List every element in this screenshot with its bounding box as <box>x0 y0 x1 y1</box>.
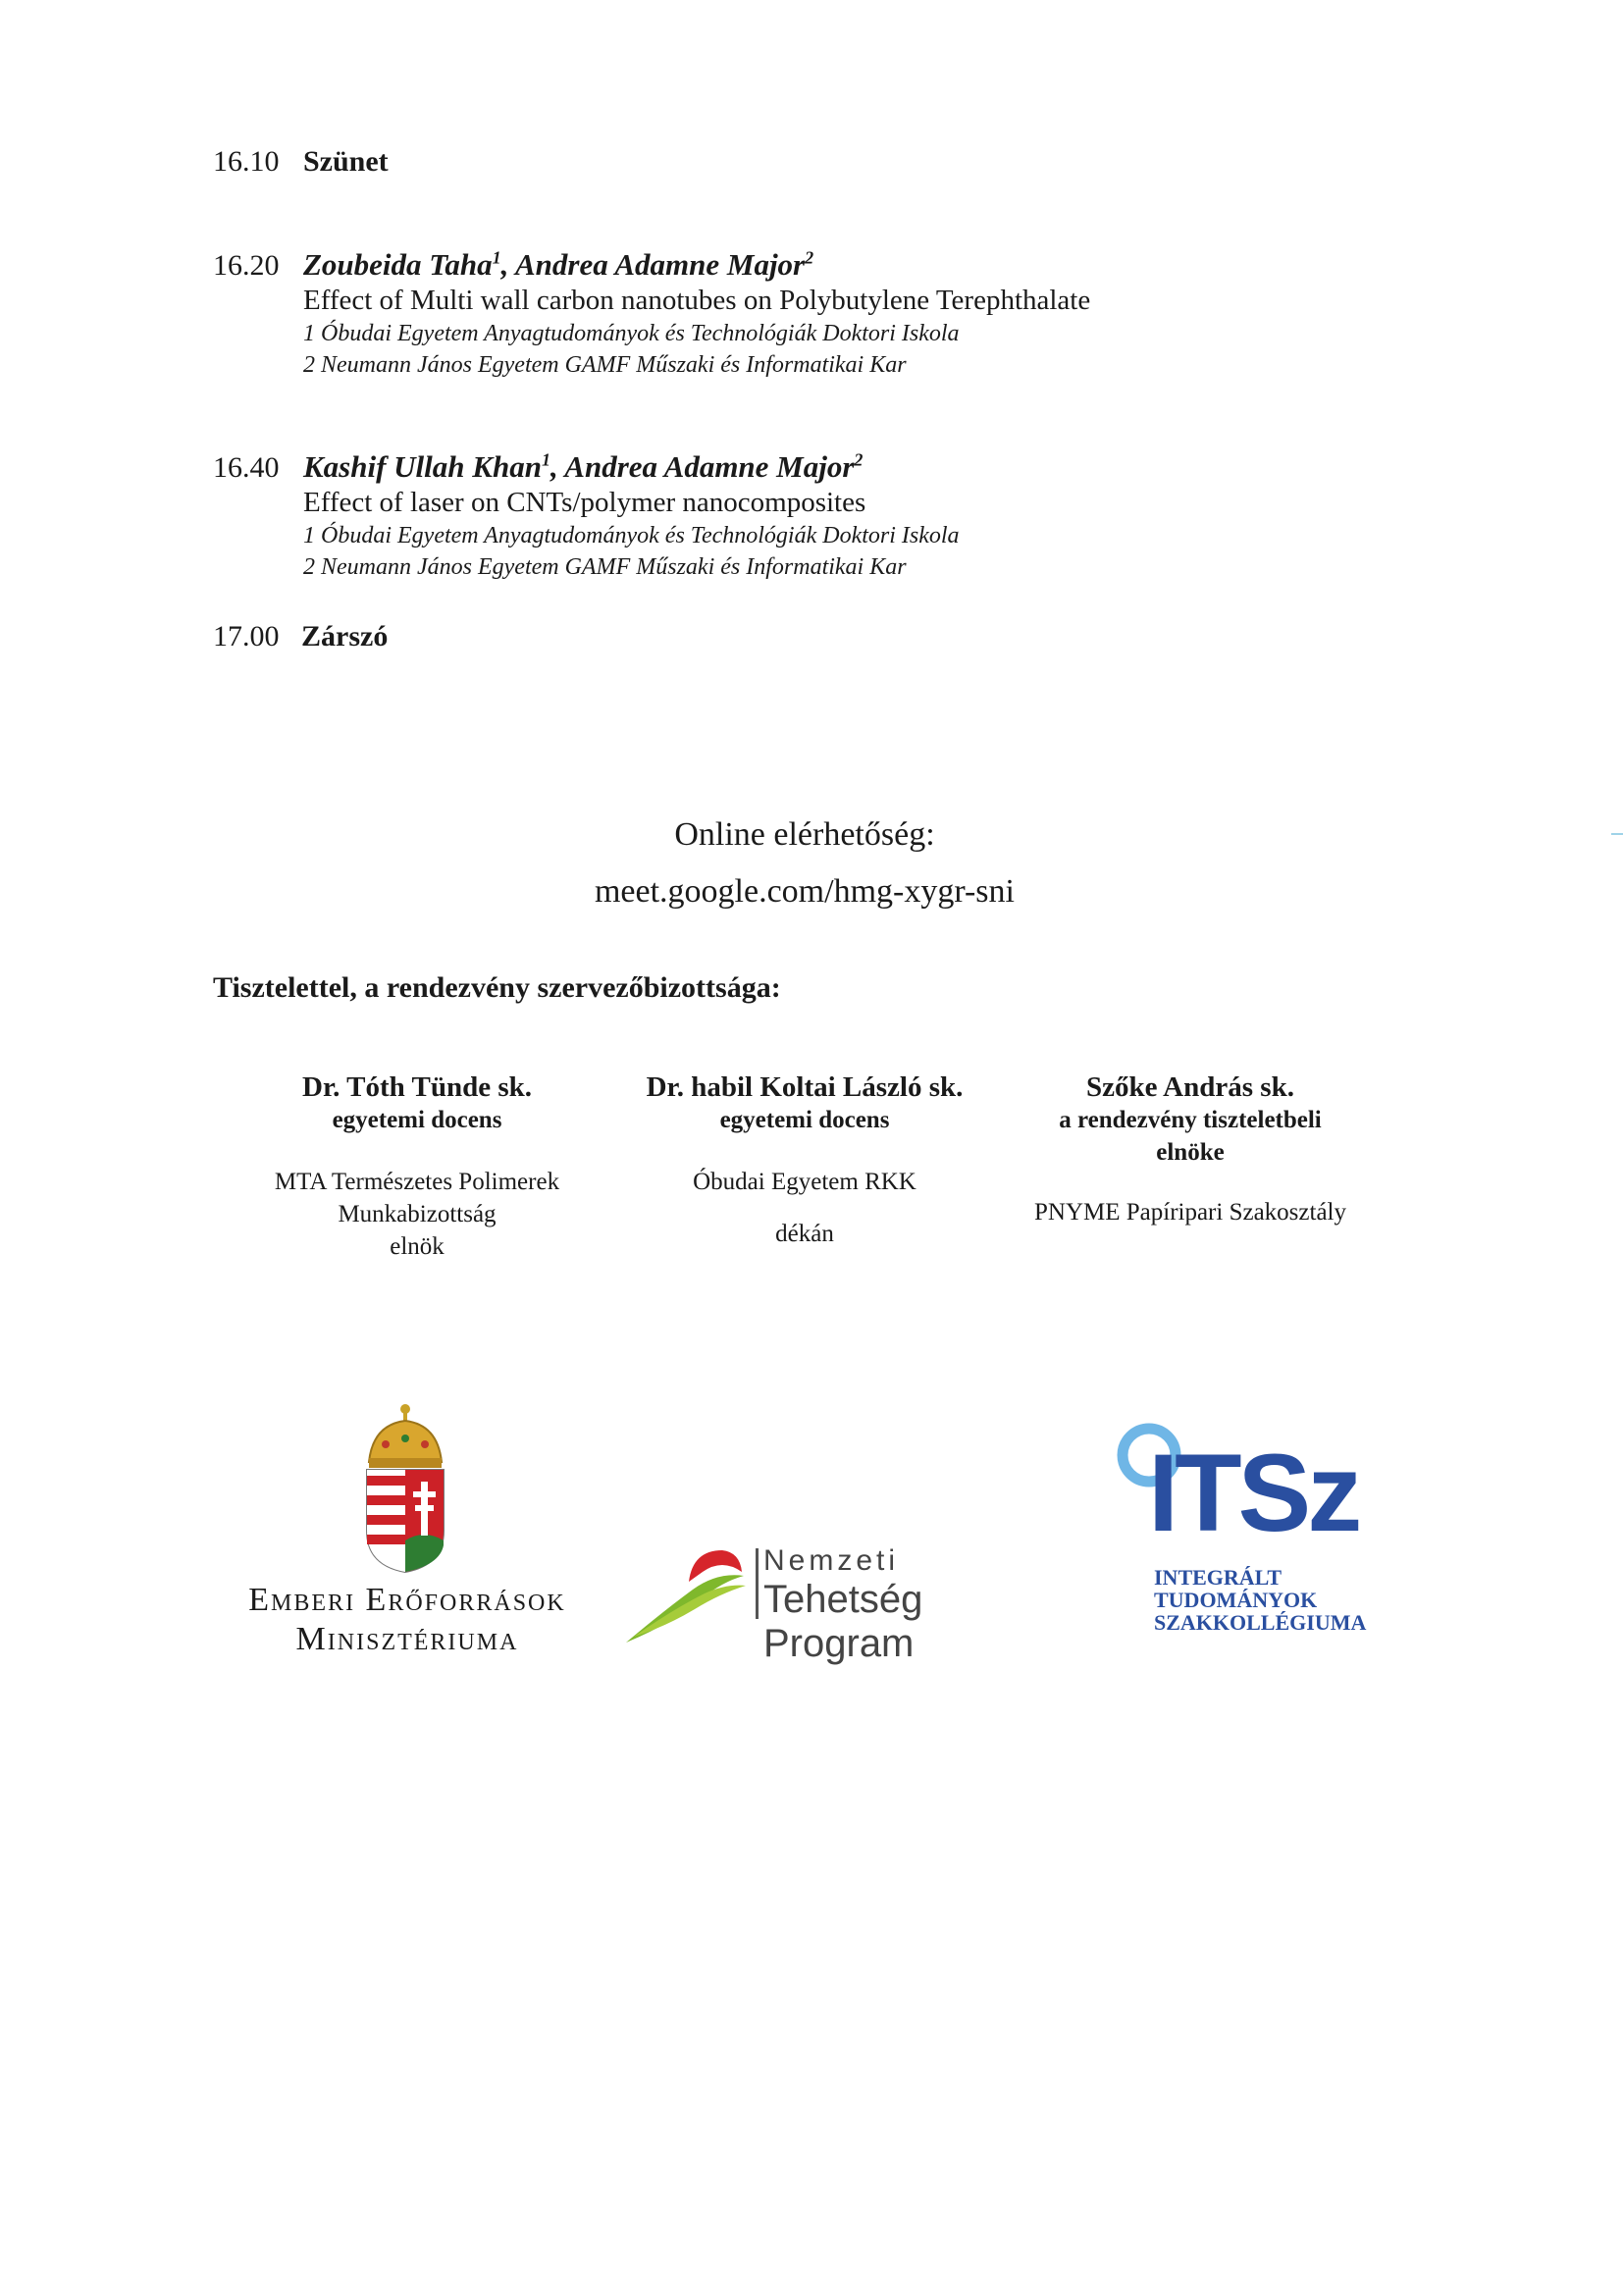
speaker-name: Zoubeida Taha <box>303 247 493 282</box>
schedule-time: 16.40 <box>213 451 280 484</box>
signatory-org: Óbudai Egyetem RKK <box>693 1169 916 1195</box>
signatory-1 <box>211 1071 623 1263</box>
signatory-role: egyetemi docens <box>719 1107 890 1133</box>
itsz-mark: ITSz <box>1148 1432 1359 1554</box>
schedule-time: 16.20 <box>213 249 280 282</box>
online-heading: Online elérhetőség: <box>674 816 935 853</box>
signatory-3 <box>984 1071 1396 1228</box>
signatory-name: Dr. Tóth Tünde sk. <box>302 1071 532 1103</box>
affiliation-sup: 1 <box>492 247 501 268</box>
signatory-role: a rendezvény tiszteletbeli <box>1059 1107 1322 1133</box>
ntp-swoosh-icon <box>624 1542 752 1650</box>
talk-title: Effect of laser on CNTs/polymer nanocomposites <box>303 487 866 518</box>
speakers-line: Kashif Ullah Khan$^1$, Andrea Adamne Major$^2$ <box>303 449 864 484</box>
speaker-name: Andrea Adamne Major <box>515 247 806 282</box>
affiliation-line: 2 Neumann János Egyetem GAMF Műszaki és Informatikai Kar <box>303 554 907 580</box>
margin-mark <box>1611 833 1623 835</box>
signatory-name: Szőke András sk. <box>1086 1071 1294 1103</box>
itsz-line2: TUDOMÁNYOK <box>1154 1588 1318 1612</box>
schedule-title-closing: Zárszó <box>301 620 389 652</box>
schedule-time: 17.00 <box>213 620 280 652</box>
ntp-divider <box>756 1548 759 1619</box>
affiliation-sup: 2 <box>854 449 864 470</box>
signatory-role: egyetemi docens <box>332 1107 502 1133</box>
talk-title: Effect of Multi wall carbon nanotubes on Polybutylene Terephthalate <box>303 285 1091 316</box>
ntp-line1: Nemzeti <box>763 1544 900 1577</box>
affiliation-sup: 2 <box>805 247 814 268</box>
speaker-name: Andrea Adamne Major <box>564 449 855 484</box>
signatory-org: MTA Természetes Polimerek <box>274 1169 560 1195</box>
affiliation-line: 1 Óbudai Egyetem Anyagtudományok és Technológiák Doktori Iskola <box>303 321 960 346</box>
ntp-line2: Tehetség Program <box>763 1578 923 1665</box>
itsz-logo <box>1109 1421 1374 1656</box>
schedule-title-break: Szünet <box>303 145 389 178</box>
ntp-logo <box>624 1542 1075 1665</box>
itsz-line1: INTEGRÁLT <box>1154 1565 1283 1590</box>
signatory-name: Dr. habil Koltai László sk. <box>646 1071 964 1103</box>
affiliation-line: 2 Neumann János Egyetem GAMF Műszaki és Informatikai Kar <box>303 352 907 378</box>
affiliation-sup: 1 <box>541 449 550 470</box>
signatory-org: Munkabizottság <box>338 1201 497 1227</box>
emmi-line1: Emberi Erőforrások <box>248 1582 566 1618</box>
affiliation-line: 1 Óbudai Egyetem Anyagtudományok és Technológiák Doktori Iskola <box>303 523 960 548</box>
signatory-org: dékán <box>775 1221 834 1247</box>
signatory-org: elnök <box>390 1233 445 1260</box>
speaker-name: Kashif Ullah Khan <box>303 449 542 484</box>
closing-text: Tisztelettel, a rendezvény szervezőbizottsága: <box>213 971 781 1004</box>
emmi-line2: Minisztériuma <box>295 1621 519 1657</box>
speakers-line: Zoubeida Taha$^1$, Andrea Adamne Major$^2$ <box>303 247 814 282</box>
signatory-org: PNYME Papíripari Szakosztály <box>1033 1199 1346 1226</box>
hungarian-coat-of-arms-icon <box>361 1403 449 1575</box>
signatory-2 <box>599 1071 1011 1250</box>
online-link[interactable]: meet.google.com/hmg-xygr-sni <box>594 873 1015 910</box>
schedule-time: 16.10 <box>213 145 280 178</box>
emmi-logo <box>216 1403 599 1668</box>
signatory-role: elnöke <box>1156 1139 1225 1166</box>
itsz-line3: SZAKKOLLÉGIUMA <box>1154 1610 1367 1635</box>
